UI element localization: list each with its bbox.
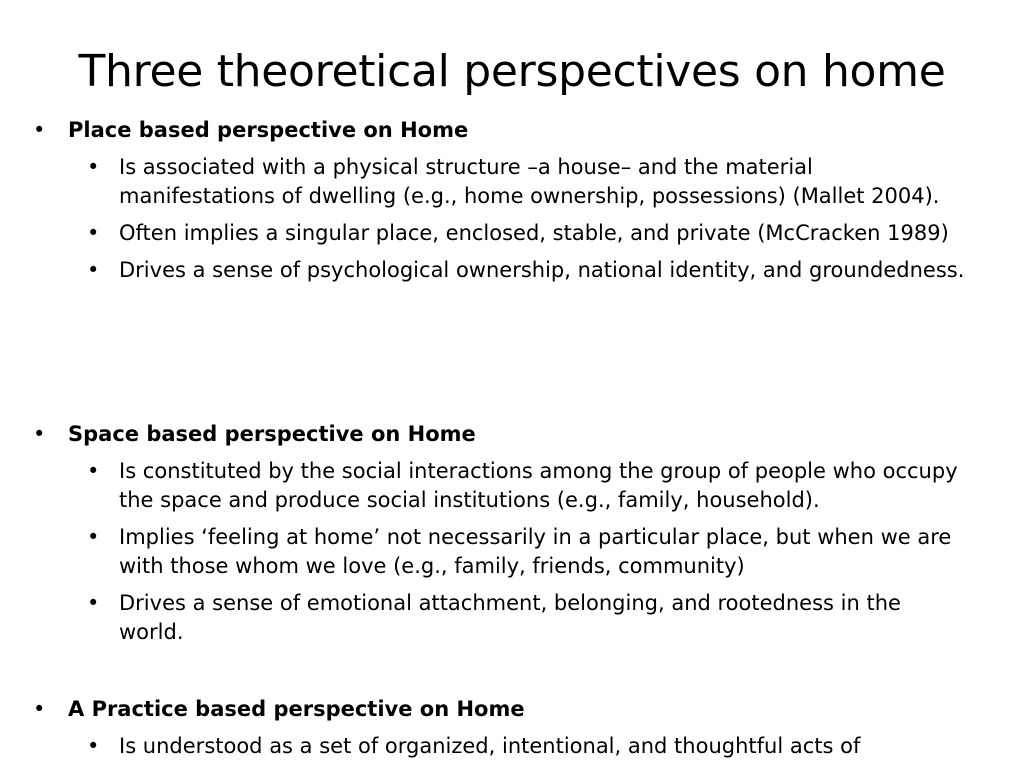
bullet-icon: • bbox=[33, 697, 46, 721]
sub-bullet-list bbox=[0, 153, 1024, 285]
section-heading-text: A Practice based perspective on Home bbox=[68, 697, 525, 721]
section-heading bbox=[0, 116, 1024, 145]
section-practice-based bbox=[0, 695, 1024, 769]
bullet-icon: • bbox=[33, 118, 46, 142]
bullet-icon: • bbox=[87, 221, 100, 245]
section-space-based bbox=[0, 420, 1024, 655]
slide-title: Three theoretical perspectives on home bbox=[78, 46, 946, 97]
list-item-text: Is constituted by the social interactions among the group of people who occupy the space and produce social institutions (e.g., family, household). bbox=[119, 459, 958, 512]
list-item bbox=[0, 589, 969, 647]
bullet-icon: • bbox=[87, 155, 100, 179]
section-heading bbox=[0, 420, 1024, 449]
section-heading-text: Place based perspective on Home bbox=[68, 118, 469, 142]
section-heading-text: Space based perspective on Home bbox=[68, 422, 476, 446]
list-item bbox=[0, 256, 969, 285]
bullet-icon: • bbox=[87, 459, 100, 483]
list-item-text: Drives a sense of emotional attachment, belonging, and rootedness in the world. bbox=[119, 591, 901, 644]
bullet-icon: • bbox=[87, 525, 100, 549]
sub-bullet-list bbox=[0, 457, 1024, 647]
bullet-icon: • bbox=[87, 591, 100, 615]
section-heading bbox=[0, 695, 1024, 724]
list-item-text: Often implies a singular place, enclosed, stable, and private (McCracken 1989) bbox=[119, 221, 949, 245]
list-item-text: Drives a sense of psychological ownership, national identity, and groundedness. bbox=[119, 258, 965, 282]
list-item-text: Is associated with a physical structure –a house– and the material manifestations of dwelling (e.g., home ownership, possessions) (Mallet 2004). bbox=[119, 155, 940, 208]
bullet-icon: • bbox=[87, 258, 100, 282]
list-item bbox=[0, 523, 969, 581]
bullet-icon: • bbox=[87, 734, 100, 758]
list-item bbox=[0, 153, 969, 211]
sub-bullet-list bbox=[0, 732, 1024, 761]
bullet-icon: • bbox=[33, 422, 46, 446]
list-item-text: Implies ‘feeling at home’ not necessarily in a particular place, but when we are with those whom we love (e.g., family, friends, community) bbox=[119, 525, 952, 578]
section-place-based bbox=[0, 116, 1024, 293]
list-item bbox=[0, 732, 969, 761]
list-item bbox=[0, 219, 969, 248]
list-item bbox=[0, 457, 969, 515]
list-item-text: Is understood as a set of organized, intentional, and thoughtful acts of bbox=[119, 734, 861, 758]
